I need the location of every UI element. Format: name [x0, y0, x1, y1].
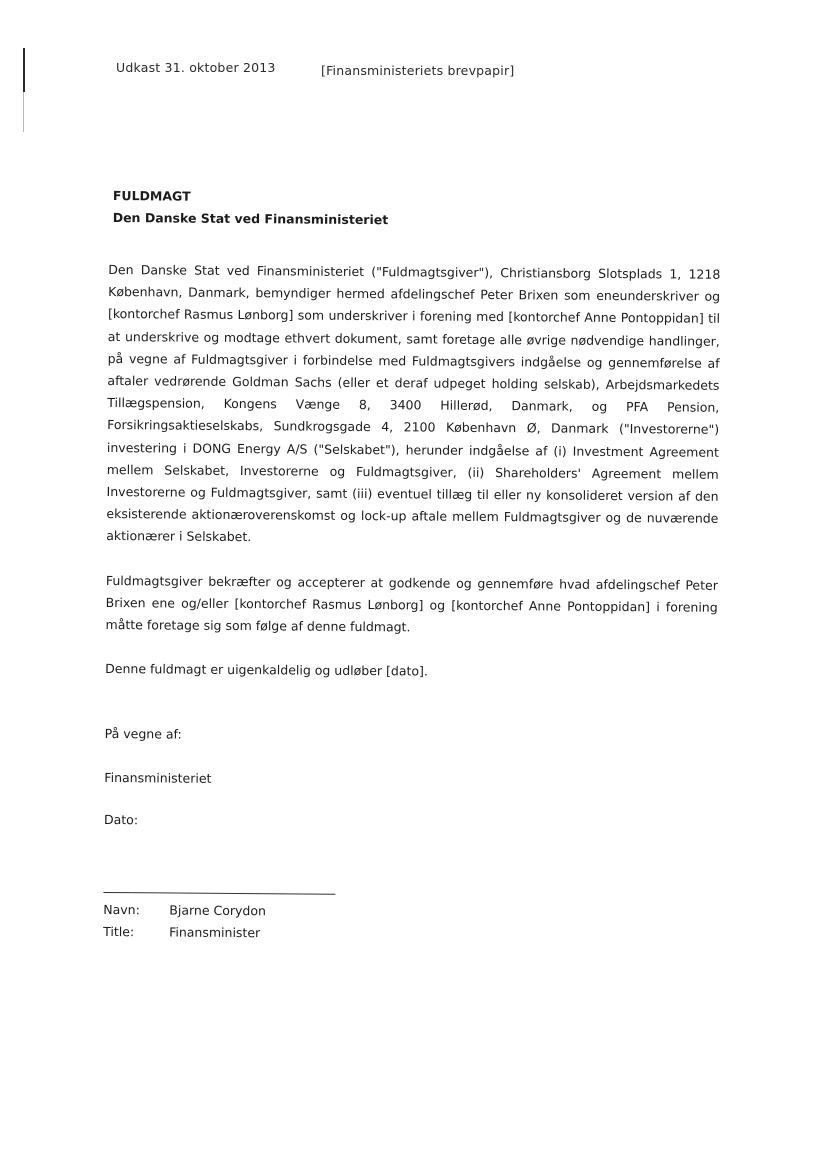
signatory-title-row [103, 921, 715, 948]
title-value: Finansminister [169, 924, 261, 941]
scan-edge-mark-faint [23, 92, 24, 132]
on-behalf-label: På vegne af: [104, 726, 182, 743]
date-label: Dato: [103, 812, 139, 828]
paragraph-authorization: Den Danske Stat ved Finansministeriet ("Fuldmagtsgiver"), Christiansborg Slotsplads 1, 1218 København, Danmark, bemyndiger hermed afdelingschef Peter Brixen som eneunderskriver og [kontorchef Rasmus Lønborg] som underskriver i forening med [kontorchef Anne Pontoppidan] til at underskrive og modtage ethvert dokument, samt foretage alle øvrige nødvendige handlinger, på vegne af Fuldmagtsgiver i forbindelse med Fuldmagtsgivers indgåelse og gennemførelse af aftaler vedrørende Goldman Sachs (eller et deraf udpeget holding selskab), Arbejdsmarkedets Tillægspension, Kongens Vænge 8, 3400 Hillerød, Danmark, og PFA Pension, Forsikringsaktieselskabs, Sundkrogsgade 4, 2100 København Ø, Danmark ("Investorerne") investering i DONG Energy A/S ("Selskabet"), herunder indgåelse af (i) Investment Agreement mellem Selskabet, Investorerne og Fuldmagtsgiver, (ii) Shareholders' Agreement mellem Investorerne og Fuldmagtsgiver, samt (iii) eventuel tillæg til eller ny konsolideret version af den eksisterende aktionæroverenskomst og lock-up aftale mellem Fuldmagtsgiver og de nuværende aktionærer i Selskabet. [106, 261, 721, 545]
ministry-name: Finansministeriet [104, 770, 212, 787]
document-body [103, 185, 721, 948]
letterhead-note: [Finansministeriets brevpapir] [321, 63, 515, 78]
name-value: Bjarne Corydon [169, 902, 267, 919]
draft-date: Udkast 31. oktober 2013 [116, 60, 276, 75]
scan-edge-mark [23, 48, 25, 92]
name-label: Navn: [103, 902, 140, 918]
document-subtitle: Den Danske Stat ved Finansministeriet [112, 210, 389, 228]
document-header [116, 60, 515, 78]
paragraph-confirmation: Fuldmagtsgiver bekræfter og accepterer at godkende og gennemføre hvad afdelingschef Peter Brixen ene og/eller [kontorchef Rasmus Lønborg] og [kontorchef Anne Pontoppidan] i forening måtte foretage sig som følge af denne fuldmagt. [105, 572, 718, 635]
signature-line [103, 892, 335, 895]
document-title: FULDMAGT [112, 188, 191, 204]
title-label: Title: [103, 924, 135, 940]
paragraph-expiry: Denne fuldmagt er uigenkaldelig og udløber [dato]. [105, 661, 428, 679]
